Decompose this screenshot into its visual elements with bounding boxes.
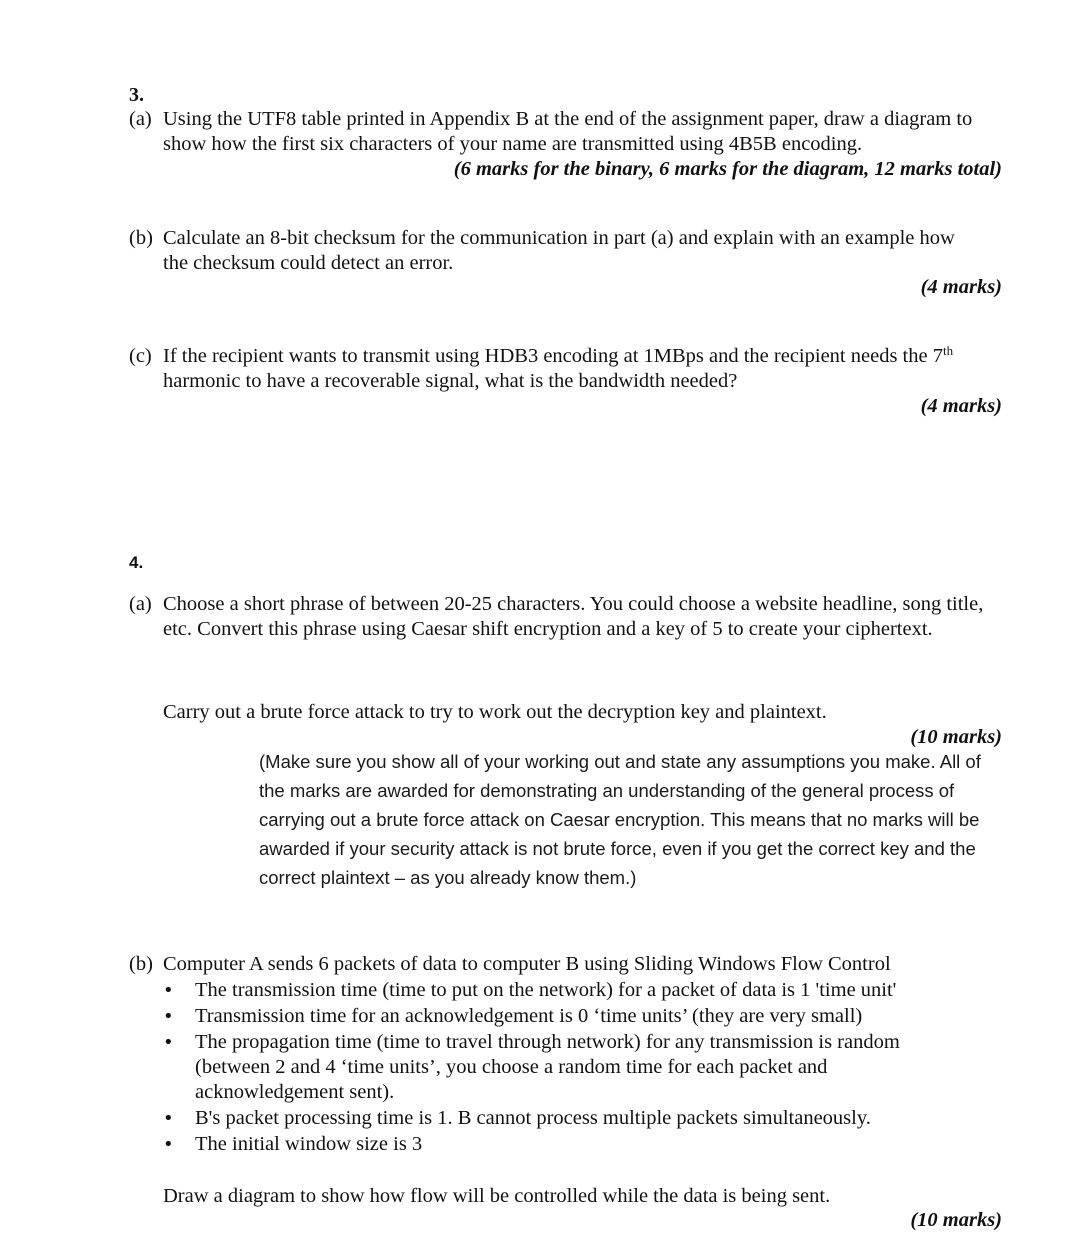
bullet-item: • The propagation time (time to travel through network) for any transmission is random (between 2 and 4 ‘time units’, you choose a random time for each packet and acknowledgement sent). [129,1030,959,1105]
question-3c-text-before: If the recipient wants to transmit using HDB3 encoding at 1MBps and the recipient needs the 7 [163,345,943,367]
question-4a-marks: (10 marks) [910,726,1002,748]
bullet-item: • The transmission time (time to put on the network) for a packet of data is 1 'time unit' [129,978,959,1003]
question-3c [129,344,1009,394]
part-label: (b) [129,953,153,975]
question-4b [129,952,1009,1157]
question-3b-text: Calculate an 8-bit checksum for the communication in part (a) and explain with an example how the checksum could detect an error. [163,227,955,274]
question-4-number: 4. [129,553,144,572]
question-3b [129,226,1009,276]
question-4a-instruction: Carry out a brute force attack to try to work out the decryption key and plaintext. [163,701,827,723]
bullet-item: • Transmission time for an acknowledgement is 0 ‘time units’ (they are very small) [129,1004,959,1029]
question-3a-text: Using the UTF8 table printed in Appendix B at the end of the assignment paper, draw a diagram to show how the first six characters of your name are transmitted using 4B5B encoding. [163,108,973,155]
question-4b-text: Computer A sends 6 packets of data to computer B using Sliding Windows Flow Control [163,953,891,975]
bullet-item: • The initial window size is 3 [129,1132,959,1157]
part-label: (a) [129,593,152,615]
question-4b-intro [129,952,1009,977]
bullet-item: • B's packet processing time is 1. B cannot process multiple packets simultaneously. [129,1106,959,1131]
part-label: (c) [129,345,152,367]
question-4b-bullets [129,978,1009,1157]
question-3c-text [163,344,1009,394]
question-3-number: 3. [129,84,144,106]
part-label: (a) [129,108,152,130]
question-3c-text-after: harmonic to have a recoverable signal, what is the bandwidth needed? [163,370,738,392]
superscript-th: th [942,343,954,358]
part-label: (b) [129,227,153,249]
question-4b-marks: (10 marks) [910,1209,1002,1231]
question-4a-text: Choose a short phrase of between 20-25 characters. You could choose a website headline, song title, etc. Convert this phrase using Caesar shift encryption and a key of 5 to create your ciphertext. [163,593,984,640]
question-3c-marks: (4 marks) [920,395,1002,417]
question-4a [129,592,1009,642]
question-3a [129,107,1009,157]
question-4b-instruction: Draw a diagram to show how flow will be controlled while the data is being sent. [163,1185,831,1207]
question-3a-marks: (6 marks for the binary, 6 marks for the diagram, 12 marks total) [453,158,1002,180]
question-4a-note: (Make sure you show all of your working out and state any assumptions you make. All of the marks are awarded for demonstrating an understanding of the general process of carrying out a brute force attack on Caesar encryption. This means that no marks will be awarded if your security attack is not brute force, even if you get the correct key and the correct plaintext – as you already know them.) [259,751,981,888]
question-3b-marks: (4 marks) [920,276,1002,298]
